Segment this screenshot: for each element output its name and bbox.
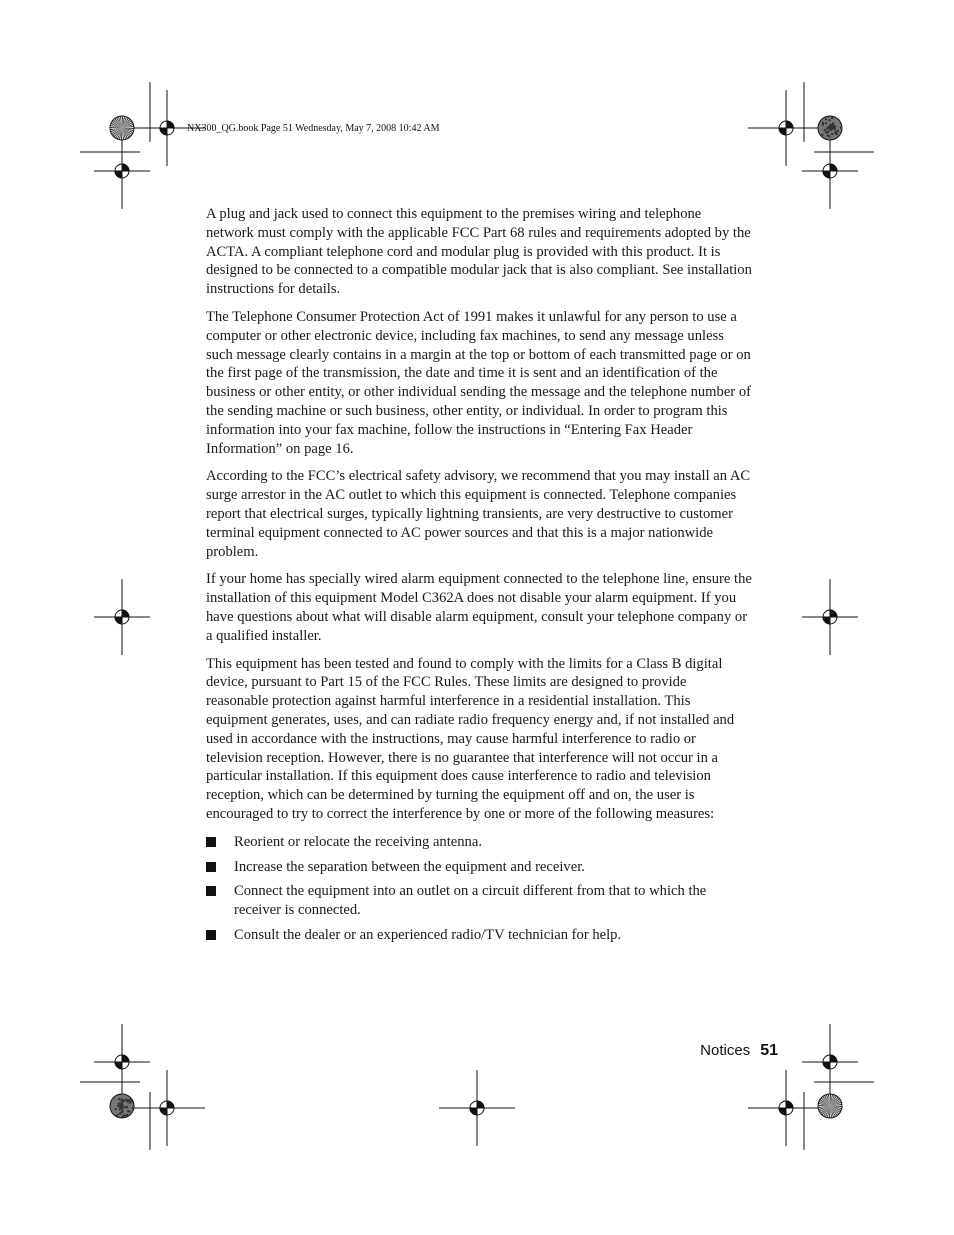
starburst-registration-icon — [818, 116, 842, 140]
list-item — [206, 882, 752, 920]
measures-list — [206, 833, 752, 945]
paragraph: The Telephone Consumer Protection Act of 1991 makes it unlawful for any person to use a computer or other electronic device, including fax machines, to send any message unless such message clearly contains in a margin at the top or bottom of each transmitted page or on the first page of the transmission, the date and time it is sent and an identification of the business or other entity, or other individual sending the message and the telephone number of the sending machine or such business, other entity, or individual. In order to program this information into your fax machine, follow the instructions in “Entering Fax Header Information” on page 16. — [206, 308, 751, 457]
square-bullet-icon — [206, 886, 216, 896]
crosshair-registration-icon — [94, 579, 150, 655]
list-item — [206, 926, 752, 945]
crosshair-registration-icon — [129, 1070, 205, 1146]
page-footer — [700, 1042, 778, 1060]
square-bullet-icon — [206, 862, 216, 872]
square-bullet-icon — [206, 930, 216, 940]
paragraph: A plug and jack used to connect this equipment to the premises wiring and telephone network must comply with the applicable FCC Part 68 rules and requirements adopted by the ACTA. A compliant telephone cord and modular plug is provided with this product. It is designed to be connected to a compatible modular jack that is also compliant. See installation instructions for details. — [206, 206, 752, 298]
list-item — [206, 858, 752, 877]
starburst-registration-icon — [818, 1094, 842, 1118]
crosshair-registration-icon — [802, 579, 858, 655]
crosshair-registration-icon — [748, 1070, 824, 1146]
crosshair-registration-icon — [94, 1024, 150, 1100]
list-item-text: Reorient or relocate the receiving antenna. — [234, 833, 482, 850]
page-number: 51 — [760, 1042, 778, 1059]
paragraph: This equipment has been tested and found to comply with the limits for a Class B digital device, pursuant to Part 15 of the FCC Rules. These limits are designed to provide reasonable protection against harmful interference in a residential installation. This equipment generates, uses, and can radiate radio frequency energy and, if not installed and used in accordance with the instructions, may cause harmful interference to radio or television reception. However, there is no guarantee that interference will not occur in a particular installation. If this equipment does cause interference to radio and television reception, which can be determined by turning the equipment off and on, the user is encouraged to try to correct the interference by one or more of the following measures: — [206, 655, 735, 822]
print-slug: NX300_QG.book Page 51 Wednesday, May 7, 2008 10:42 AM — [187, 123, 440, 134]
crosshair-registration-icon — [94, 133, 150, 209]
paragraph: If your home has specially wired alarm equipment connected to the telephone line, ensure the installation of this equipment Model C362A does not disable your alarm equipment. If you have questions about what will disable alarm equipment, consult your telephone company or a qualified installer. — [206, 571, 752, 644]
crosshair-registration-icon — [802, 1024, 858, 1100]
paragraph: According to the FCC’s electrical safety advisory, we recommend that you may install an AC surge arrestor in the AC outlet to which this equipment is connected. Telephone companies report that electrical surges, typically lightning transients, are very destructive to customer terminal equipment connected to AC power sources and that this is a major nationwide problem. — [206, 468, 751, 560]
square-bullet-icon — [206, 837, 216, 847]
starburst-registration-icon — [110, 1094, 134, 1118]
crosshair-registration-icon — [439, 1070, 515, 1146]
crosshair-registration-icon — [802, 133, 858, 209]
starburst-registration-icon — [110, 116, 134, 140]
page-body — [206, 205, 752, 951]
footer-section: Notices — [700, 1042, 751, 1059]
list-item — [206, 833, 752, 852]
list-item-text: Increase the separation between the equipment and receiver. — [234, 858, 585, 875]
list-item-text: Consult the dealer or an experienced radio/TV technician for help. — [234, 926, 622, 943]
crosshair-registration-icon — [748, 90, 824, 166]
list-item-text: Connect the equipment into an outlet on a circuit different from that to which the receiver is connected. — [234, 883, 707, 919]
